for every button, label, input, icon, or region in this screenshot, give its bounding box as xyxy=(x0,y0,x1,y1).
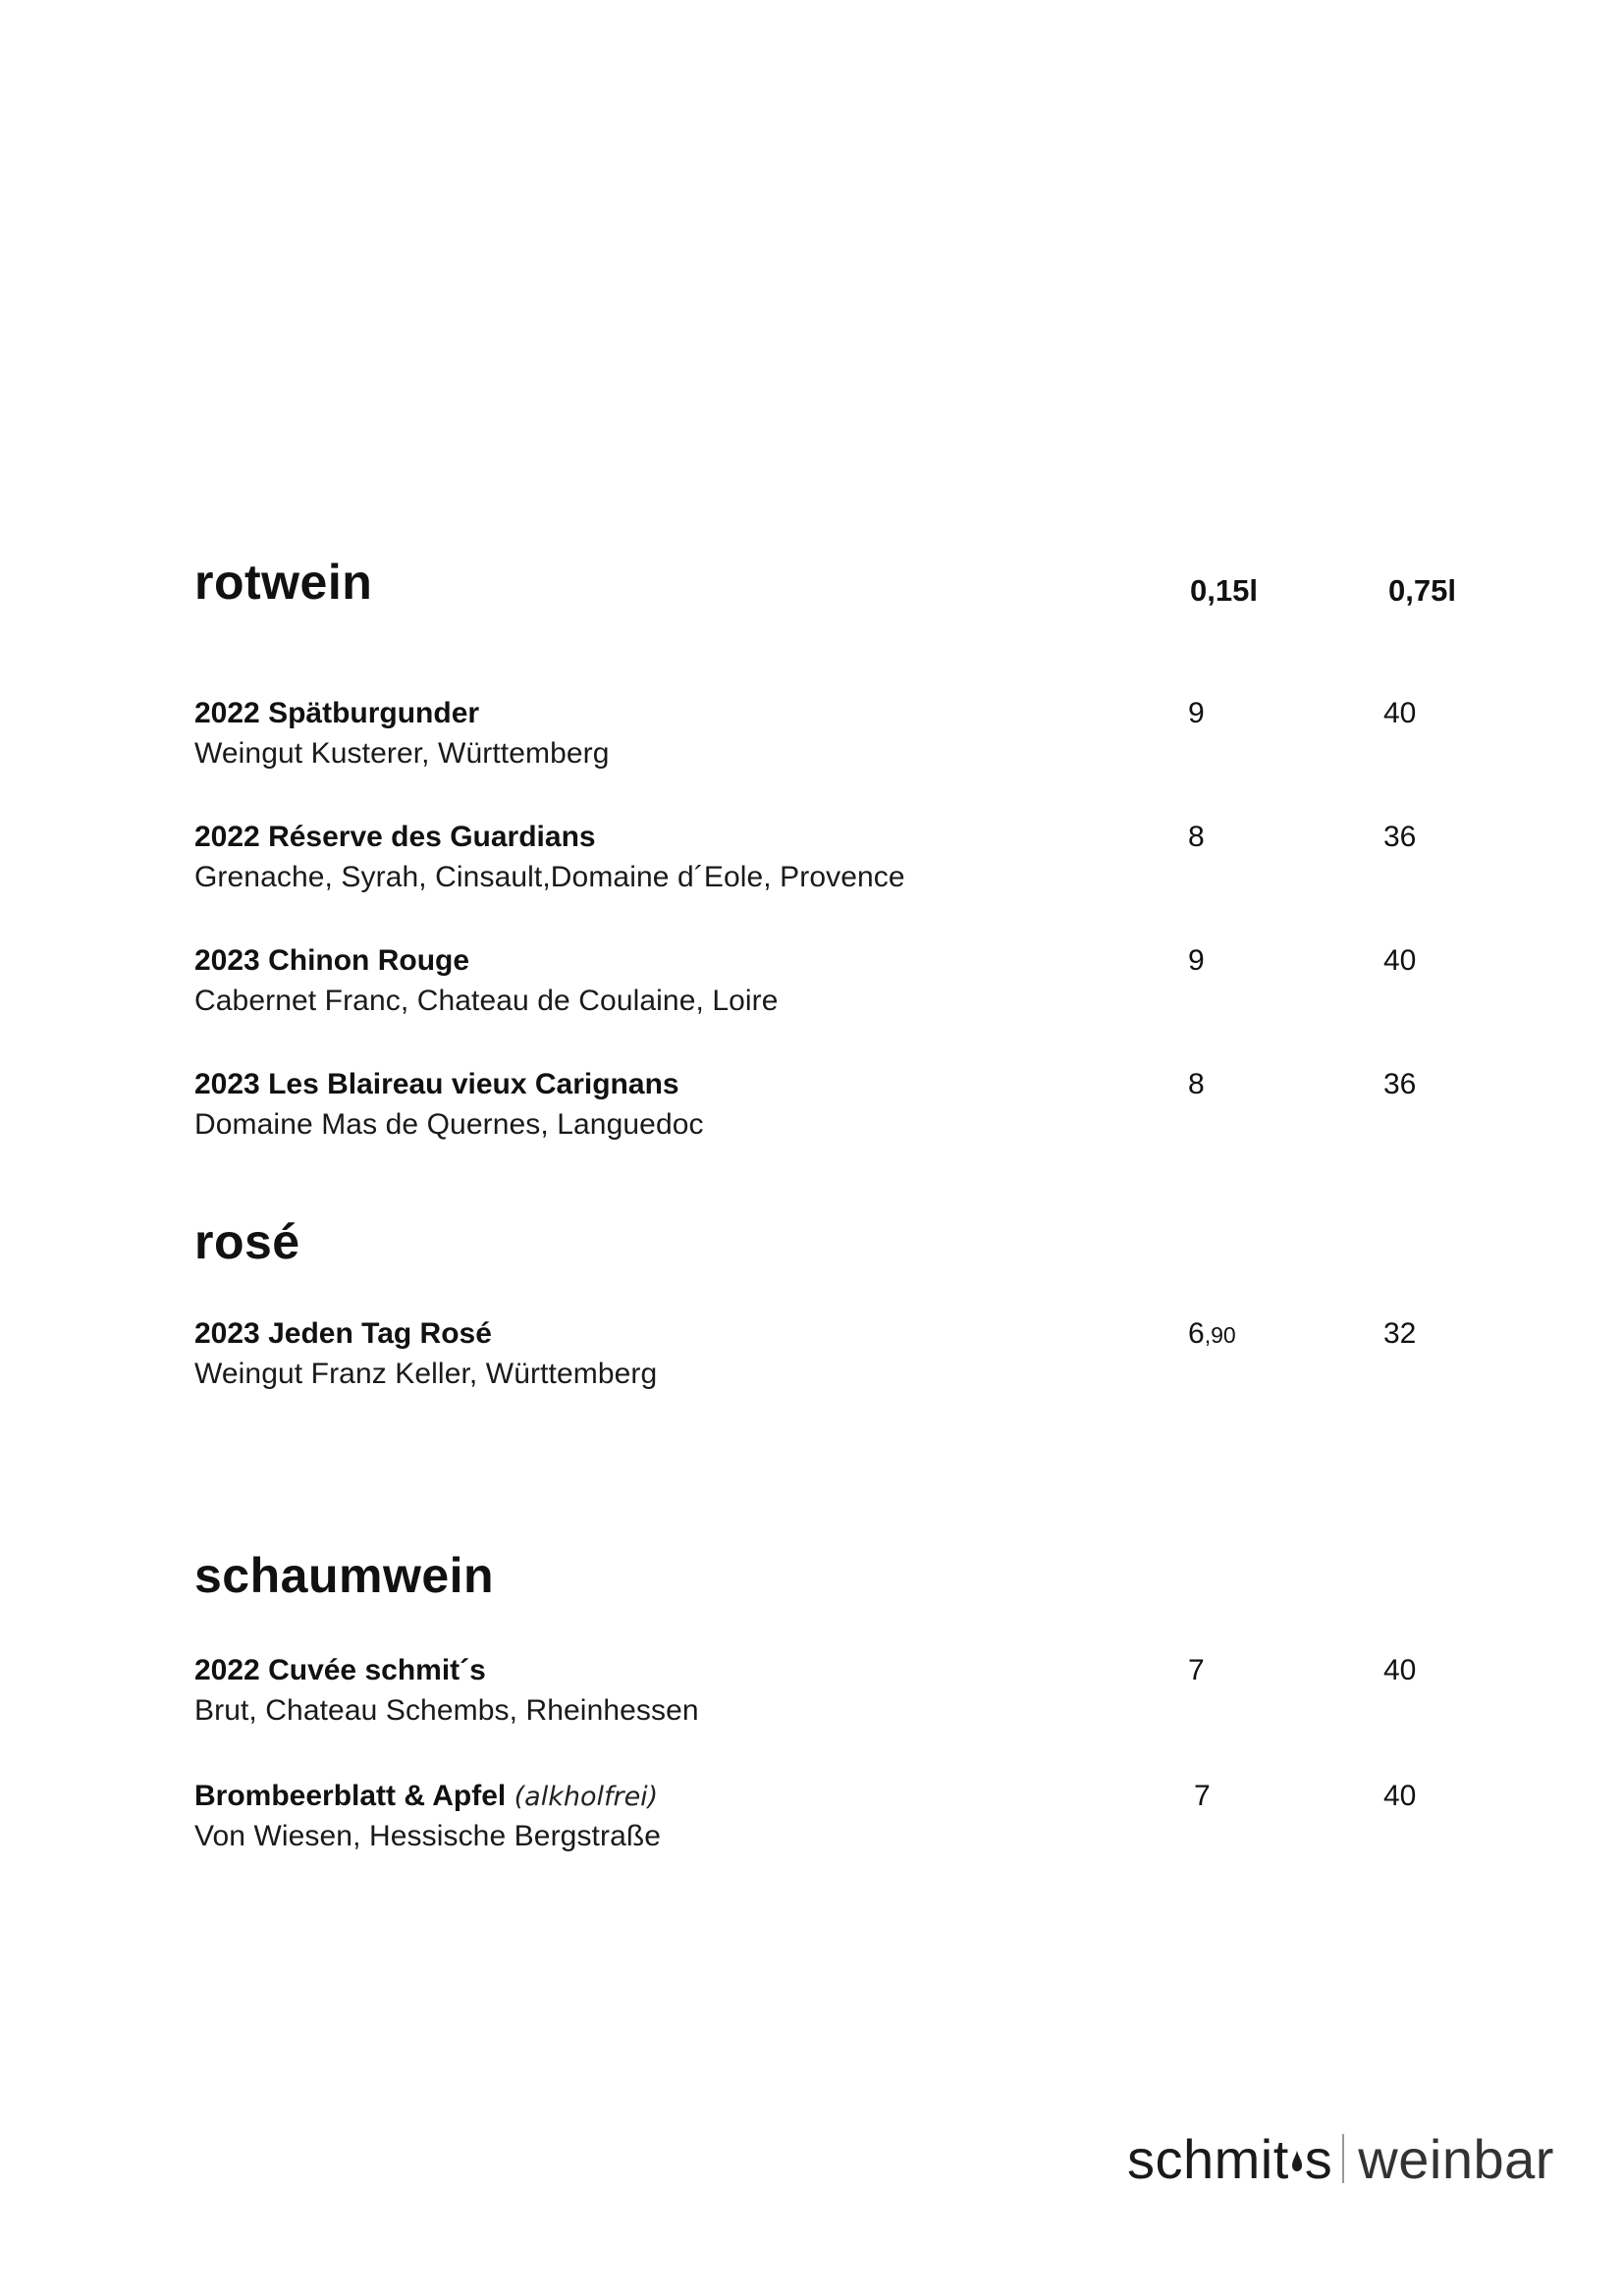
price-glass xyxy=(1188,1319,1236,1349)
column-head-bottle: 0,75l xyxy=(1388,573,1456,608)
price-glass-main: 6 xyxy=(1188,1317,1205,1350)
wine-item xyxy=(194,699,1471,777)
wine-item xyxy=(194,1319,1471,1398)
logo-subtitle: weinbar xyxy=(1358,2127,1554,2190)
wine-item xyxy=(194,1070,1471,1148)
wine-description: Domaine Mas de Quernes, Languedoc xyxy=(194,1108,704,1141)
wine-item xyxy=(194,946,1471,1025)
wine-description: Cabernet Franc, Chateau de Coulaine, Loire xyxy=(194,985,779,1017)
price-bottle: 40 xyxy=(1383,1780,1417,1812)
price-glass: 8 xyxy=(1188,821,1205,853)
section-title-rose: rosé xyxy=(194,1214,300,1269)
price-bottle: 40 xyxy=(1383,944,1417,977)
logo-brand-suffix: s xyxy=(1304,2127,1333,2190)
price-glass: 7 xyxy=(1188,1654,1205,1686)
wine-name xyxy=(194,1782,658,1811)
wine-note: (alkholfrei) xyxy=(514,1782,659,1812)
wine-name-text: Brombeerblatt & Apfel xyxy=(194,1780,507,1812)
wine-name: 2022 Spätburgunder xyxy=(194,697,480,729)
price-bottle: 36 xyxy=(1383,1068,1417,1100)
wine-name: 2023 Jeden Tag Rosé xyxy=(194,1317,492,1350)
price-glass: 8 xyxy=(1188,1068,1205,1100)
wine-item xyxy=(194,823,1471,901)
price-glass: 9 xyxy=(1188,944,1205,977)
section-title-rotwein: rotwein xyxy=(194,555,373,610)
price-bottle: 40 xyxy=(1383,1654,1417,1686)
logo-brand: schmit xyxy=(1127,2127,1289,2190)
price-bottle: 32 xyxy=(1383,1317,1417,1350)
wine-description: Grenache, Syrah, Cinsault,Domaine d´Eole, Provence xyxy=(194,861,905,893)
wine-name: 2022 Réserve des Guardians xyxy=(194,821,596,853)
price-bottle: 36 xyxy=(1383,821,1417,853)
wine-name: 2022 Cuvée schmit´s xyxy=(194,1654,486,1686)
wine-description: Weingut Kusterer, Württemberg xyxy=(194,737,610,770)
price-bottle: 40 xyxy=(1383,697,1417,729)
wine-drop-icon xyxy=(1291,2127,1303,2191)
column-head-glass: 0,15l xyxy=(1190,573,1258,608)
wine-description: Von Wiesen, Hessische Bergstraße xyxy=(194,1820,662,1852)
section-title-schaumwein: schaumwein xyxy=(194,1548,495,1603)
price-glass-cents: ,90 xyxy=(1204,1322,1236,1348)
wine-description: Brut, Chateau Schembs, Rheinhessen xyxy=(194,1694,699,1727)
wine-description: Weingut Franz Keller, Württemberg xyxy=(194,1358,658,1390)
logo-divider xyxy=(1342,2134,1344,2183)
price-glass: 9 xyxy=(1188,697,1205,729)
wine-name: 2023 Les Blaireau vieux Carignans xyxy=(194,1068,679,1100)
brand-logo xyxy=(1127,2124,1554,2193)
wine-name: 2023 Chinon Rouge xyxy=(194,944,470,977)
wine-item xyxy=(194,1656,1471,1735)
price-glass: 7 xyxy=(1194,1780,1211,1812)
wine-item xyxy=(194,1782,1471,1860)
